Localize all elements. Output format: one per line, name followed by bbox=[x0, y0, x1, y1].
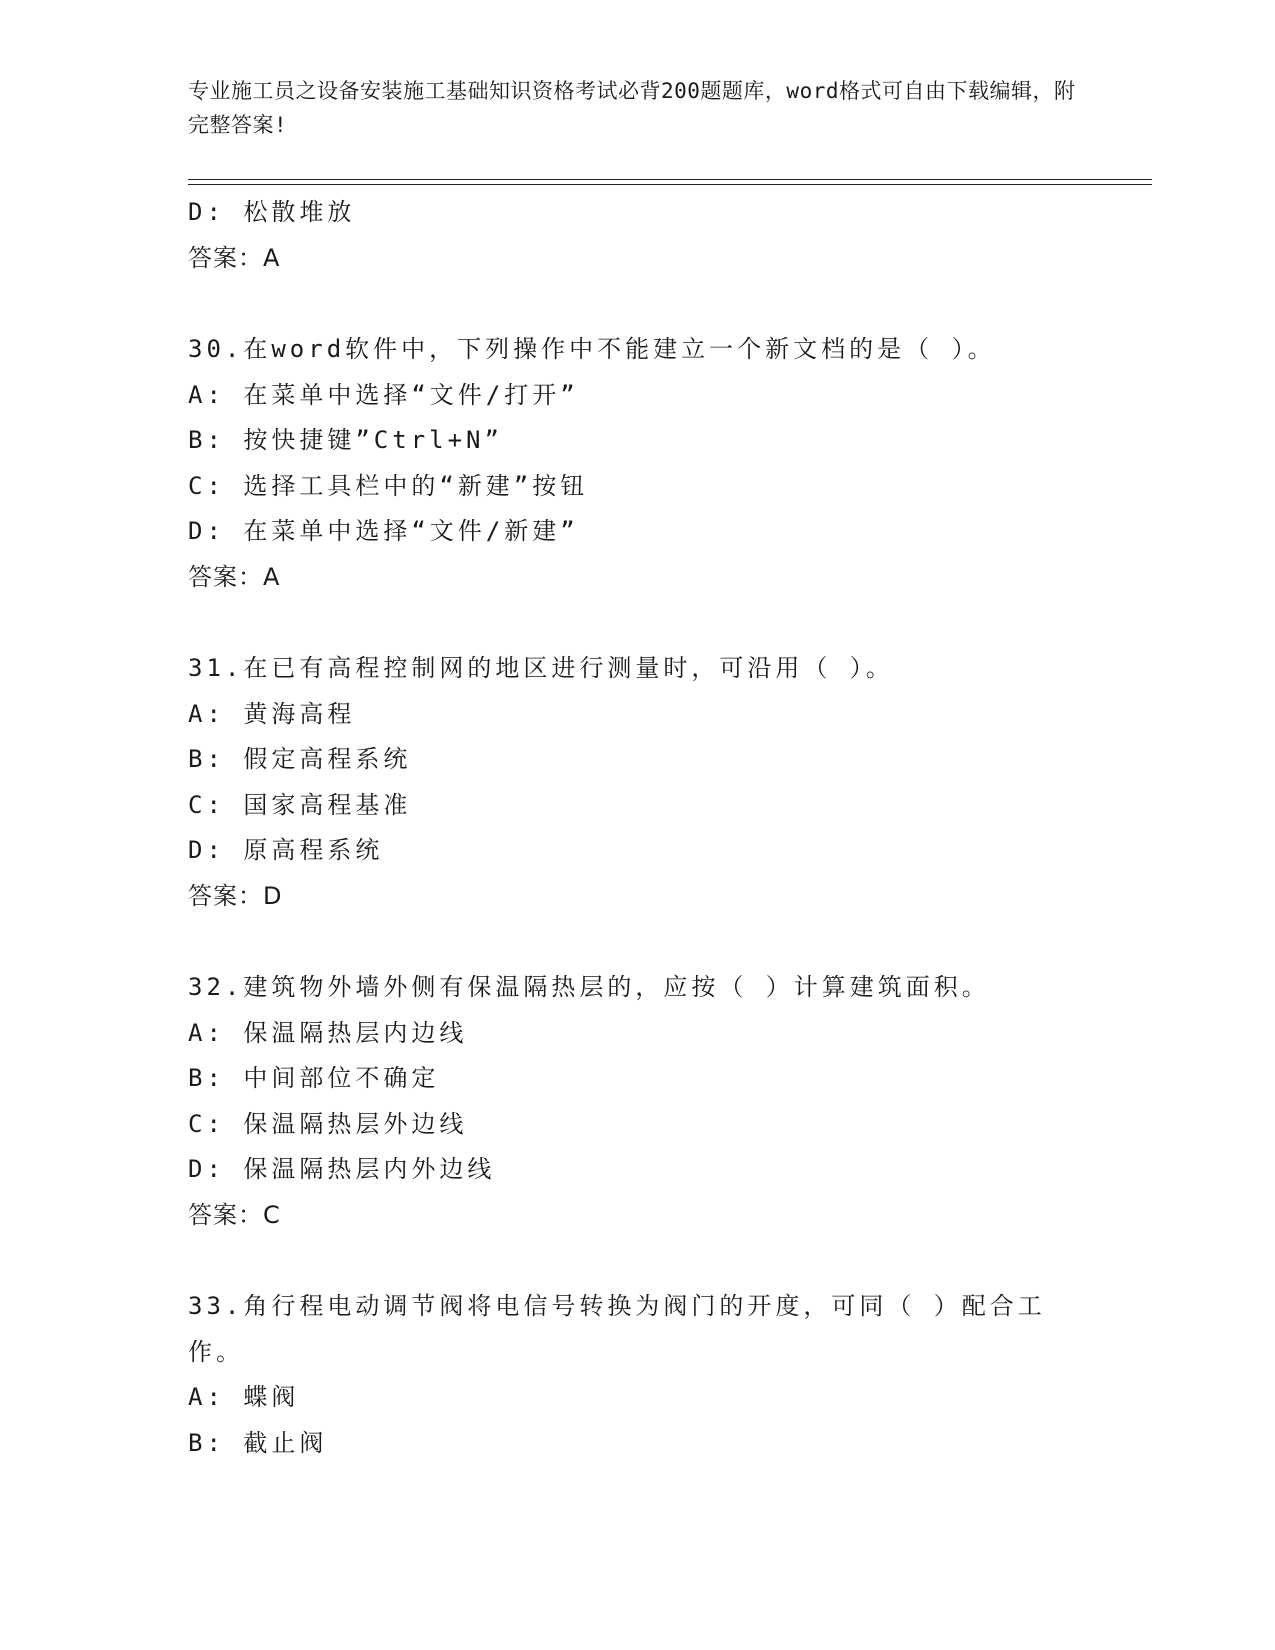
question-text: 31.在已有高程控制网的地区进行测量时，可沿用（ ）。 bbox=[188, 654, 894, 682]
option-c: C: 国家高程基准 bbox=[188, 790, 412, 819]
option-b: B: 截止阀 bbox=[188, 1428, 328, 1457]
block-spacer bbox=[188, 281, 1088, 327]
block-spacer bbox=[188, 919, 1088, 965]
option-b: B: 中间部位不确定 bbox=[188, 1064, 440, 1092]
option-b: B: 假定高程系统 bbox=[188, 745, 412, 773]
option-d: D: 在菜单中选择“文件/新建” bbox=[188, 517, 579, 545]
question-list bbox=[188, 190, 1088, 1466]
header-divider-bottom bbox=[188, 184, 1152, 185]
question-text: 33.角行程电动调节阀将电信号转换为阀门的开度，可同（ ）配合工作。 bbox=[188, 1292, 1046, 1366]
option-a: A: 保温隔热层内边线 bbox=[188, 1018, 468, 1047]
question-block bbox=[188, 646, 1088, 919]
block-spacer bbox=[188, 1238, 1088, 1284]
option-d: D: 保温隔热层内外边线 bbox=[188, 1155, 496, 1183]
question-text: 30.在word软件中，下列操作中不能建立一个新文档的是（ ）。 bbox=[188, 335, 996, 363]
question-block bbox=[188, 1284, 1088, 1466]
option-a: A: 在菜单中选择“文件/打开” bbox=[188, 380, 579, 409]
question-text: 32.建筑物外墙外侧有保温隔热层的，应按（ ）计算建筑面积。 bbox=[188, 973, 990, 1001]
answer-line: 答案：A bbox=[188, 243, 281, 272]
option-d: D: 原高程系统 bbox=[188, 836, 384, 864]
block-spacer bbox=[188, 600, 1088, 646]
option-c: C: 保温隔热层外边线 bbox=[188, 1109, 468, 1138]
answer-line: 答案：C bbox=[188, 1200, 281, 1229]
question-block bbox=[188, 190, 1088, 281]
header-divider-top bbox=[188, 179, 1152, 180]
option-a: A: 蝶阀 bbox=[188, 1383, 300, 1411]
option-d: D: 松散堆放 bbox=[188, 198, 356, 226]
answer-line: 答案：A bbox=[188, 562, 281, 591]
document-header-title: 专业施工员之设备安装施工基础知识资格考试必背200题题库，word格式可自由下载编辑，附完整答案! bbox=[188, 79, 1076, 137]
option-a: A: 黄海高程 bbox=[188, 699, 356, 728]
answer-line: 答案：D bbox=[188, 881, 283, 910]
option-c: C: 选择工具栏中的“新建”按钮 bbox=[188, 471, 589, 500]
question-block bbox=[188, 965, 1088, 1238]
option-b: B: 按快捷键”Ctrl+N” bbox=[188, 426, 503, 454]
question-block bbox=[188, 327, 1088, 600]
